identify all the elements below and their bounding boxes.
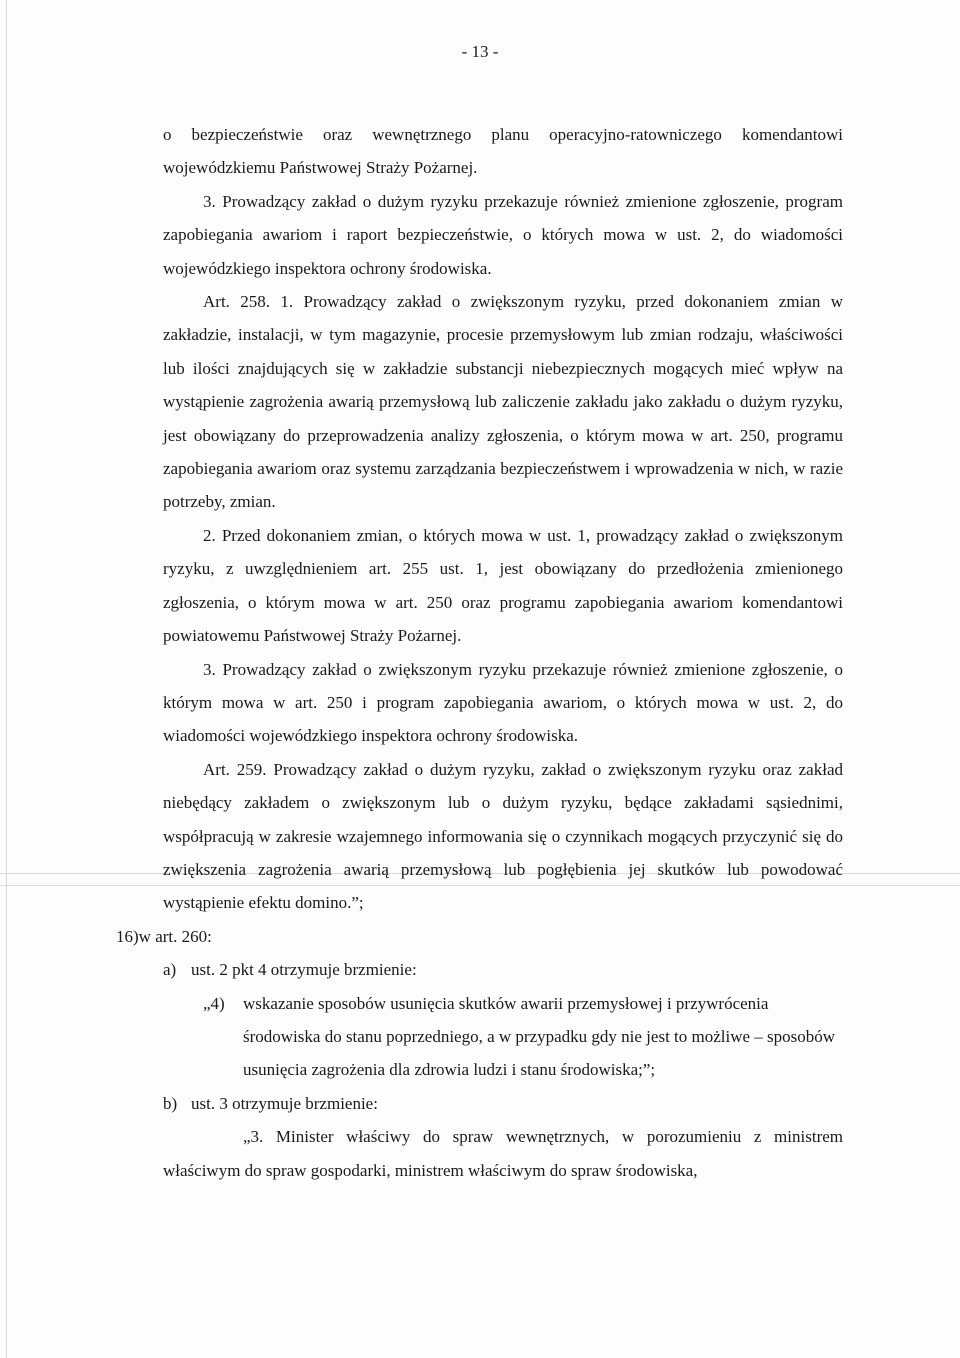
list-item-16-text: w art. 260: — [138, 926, 212, 946]
document-body — [116, 118, 843, 1187]
quoted-point-4 — [203, 987, 843, 1087]
list-item-a — [163, 953, 843, 986]
list-item-b — [163, 1087, 843, 1120]
paragraph-ust-3: 3. Prowadzący zakład o dużym ryzyku przekazuje również zmienione zgłoszenie, program zapobiegania awariom i raport bezpieczeństwie, o których mowa w ust. 2, do wiadomości wojewódzkiego inspektora ochrony środowiska. — [163, 191, 843, 278]
paragraph-art-258-ust-2: 2. Przed dokonaniem zmian, o których mowa w ust. 1, prowadzący zakład o zwiększonym ryzyku, z uwzględnieniem art. 255 ust. 1, jest obowiązany do przedłożenia zmienionego zgłoszenia, o którym mowa w art. 250 oraz programu zapobiegania awariom komendantowi powiatowemu Państwowej Straży Pożarnej. — [163, 525, 843, 646]
list-item-16 — [116, 920, 843, 953]
quoted-point-4-text: wskazanie sposobów usunięcia skutków awarii przemysłowej i przywrócenia środowiska do stanu poprzedniego, a w przypadku gdy nie jest to możliwe – sposobów usunięcia zagrożenia dla zdrowia ludzi i stanu środowiska;”; — [243, 993, 836, 1080]
paragraph-art-258-ust-3: 3. Prowadzący zakład o zwiększonym ryzyku przekazuje również zmienione zgłoszenie, o którym mowa w art. 250 i program zapobiegania awariom, o których mowa w ust. 2, do wiadomości wojewódzkiego inspektora ochrony środowiska. — [163, 659, 843, 746]
list-item-b-text: ust. 3 otrzymuje brzmienie: — [191, 1093, 378, 1113]
list-item-16-label: 16) — [116, 926, 139, 946]
list-item-a-label: a) — [163, 960, 177, 980]
list-item-b-label: b) — [163, 1093, 178, 1113]
quoted-ust-3: „3. Minister właściwy do spraw wewnętrznych, w porozumieniu z ministrem właściwym do spraw gospodarki, ministrem właściwym do spraw środowiska, — [163, 1127, 843, 1180]
quoted-point-4-label: „4) — [203, 993, 225, 1013]
scan-edge — [6, 0, 7, 1358]
list-item-a-text: ust. 2 pkt 4 otrzymuje brzmienie: — [191, 960, 417, 980]
paragraph-art-258: Art. 258. 1. Prowadzący zakład o zwiększonym ryzyku, przed dokonaniem zmian w zakładzie, instalacji, w tym magazynie, procesie przemysłowym lub zmian rodzaju, właściwości lub ilości znajdujących się w zakładzie substancji niebezpiecznych mogących mieć wpływ na wystąpienie zagrożenia awarią przemysłową lub zaliczenie zakładu jako zakładu o dużym ryzyku, jest obowiązany do przeprowadzenia analizy zgłoszenia, o którym mowa w art. 250, programu zapobiegania awariom oraz systemu zarządzania bezpieczeństwem i wprowadzenia w nich, w razie potrzeby, zmian. — [163, 292, 843, 512]
page-number: - 13 - — [461, 42, 499, 61]
paragraph-art-259: Art. 259. Prowadzący zakład o dużym ryzyku, zakład o zwiększonym ryzyku oraz zakład niebędący zakładem o zwiększonym lub o dużym ryzyku, będące zakładami sąsiednimi, współpracują w zakresie wzajemnego informowania się o czynnikach mogących przyczynić się do zwiększenia zagrożenia awarią przemysłową lub pogłębienia jej skutków lub powodować wystąpienie efektu domino.”; — [163, 759, 843, 913]
paragraph-continuation: o bezpieczeństwie oraz wewnętrznego planu operacyjno-ratowniczego komendantowi wojewódzkiemu Państwowej Straży Pożarnej. — [163, 125, 843, 178]
